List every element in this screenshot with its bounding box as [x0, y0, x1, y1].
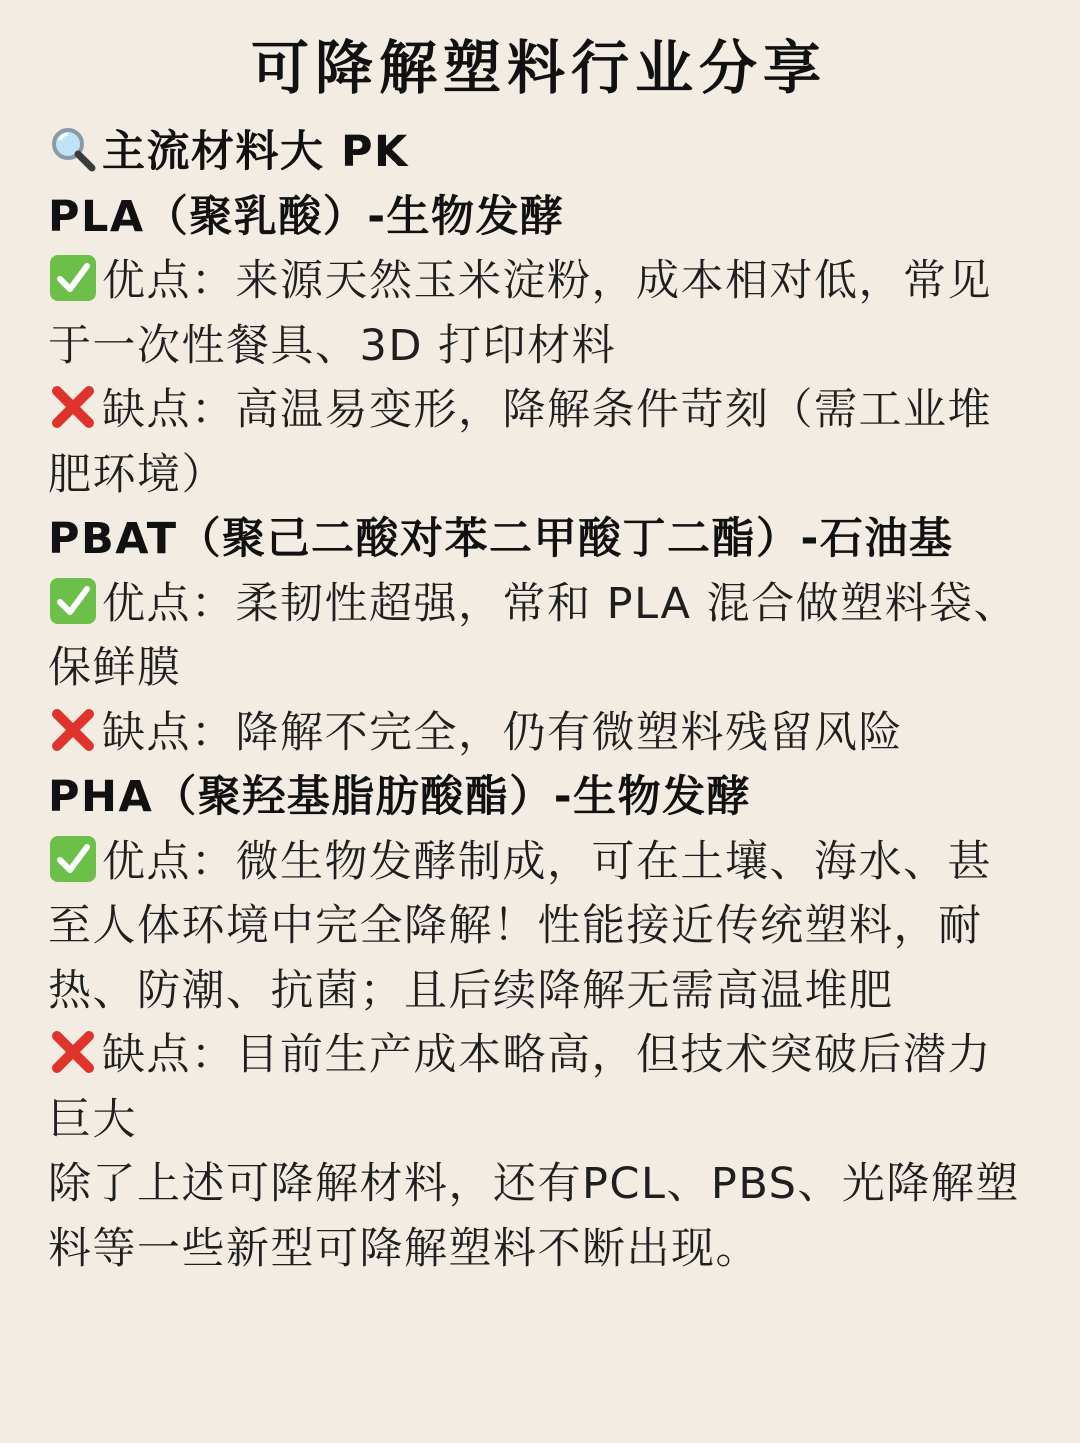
cons-text: 高温易变形，降解条件苛刻（需工业堆肥环境）	[48, 385, 992, 500]
pha-pros	[48, 830, 1030, 1024]
cons-label: 缺点：	[102, 385, 236, 435]
page-title: 可降解塑料行业分享	[250, 34, 827, 102]
pbat-heading: PBAT（聚己二酸对苯二甲酸丁二酯）-石油基	[48, 514, 954, 564]
pbat-pros	[48, 572, 1030, 701]
pla-pros	[48, 249, 1030, 378]
pbat-cons	[48, 701, 1030, 766]
cons-text: 目前生产成本略高，但技术突破后潜力巨大	[48, 1030, 992, 1145]
cons-label: 缺点：	[102, 1030, 236, 1080]
pla-heading: PLA（聚乳酸）-生物发酵	[48, 191, 565, 242]
pros-label: 优点：	[102, 578, 236, 629]
pros-text: 微生物发酵制成，可在土壤、海水、甚至人体环境中完全降解！性能接近传统塑料，耐热、防潮、抗菌；且后续降解无需高温堆肥	[48, 836, 992, 1016]
cons-text: 降解不完全，仍有微塑料残留风险	[235, 707, 903, 758]
check-icon	[48, 253, 98, 303]
check-icon	[48, 576, 98, 626]
pha-heading: PHA（聚羟基脂肪酸酯）-生物发酵	[48, 772, 752, 822]
cross-icon	[48, 1027, 98, 1077]
check-icon	[48, 834, 98, 884]
pros-label: 优点：	[102, 836, 236, 887]
pros-text: 柔韧性超强，常和 PLA 混合做塑料袋、保鲜膜	[48, 578, 1019, 693]
section-heading	[48, 120, 1030, 185]
pros-text: 来源天然玉米淀粉，成本相对低，常见于一次性餐具、3D 打印材料	[48, 256, 992, 371]
pla-cons	[48, 378, 1030, 507]
pha-cons	[48, 1023, 1030, 1152]
section-title: 主流材料大 PK	[102, 127, 409, 177]
article-content	[48, 120, 1030, 1281]
closing-paragraph: 除了上述可降解材料，还有PCL、PBS、光降解塑料等一些新型可降解塑料不断出现。	[48, 1159, 1020, 1274]
cross-icon	[48, 382, 98, 432]
cross-icon	[48, 705, 98, 755]
pros-label: 优点：	[102, 256, 236, 306]
magnifier-icon	[48, 124, 98, 174]
cons-label: 缺点：	[102, 707, 236, 758]
